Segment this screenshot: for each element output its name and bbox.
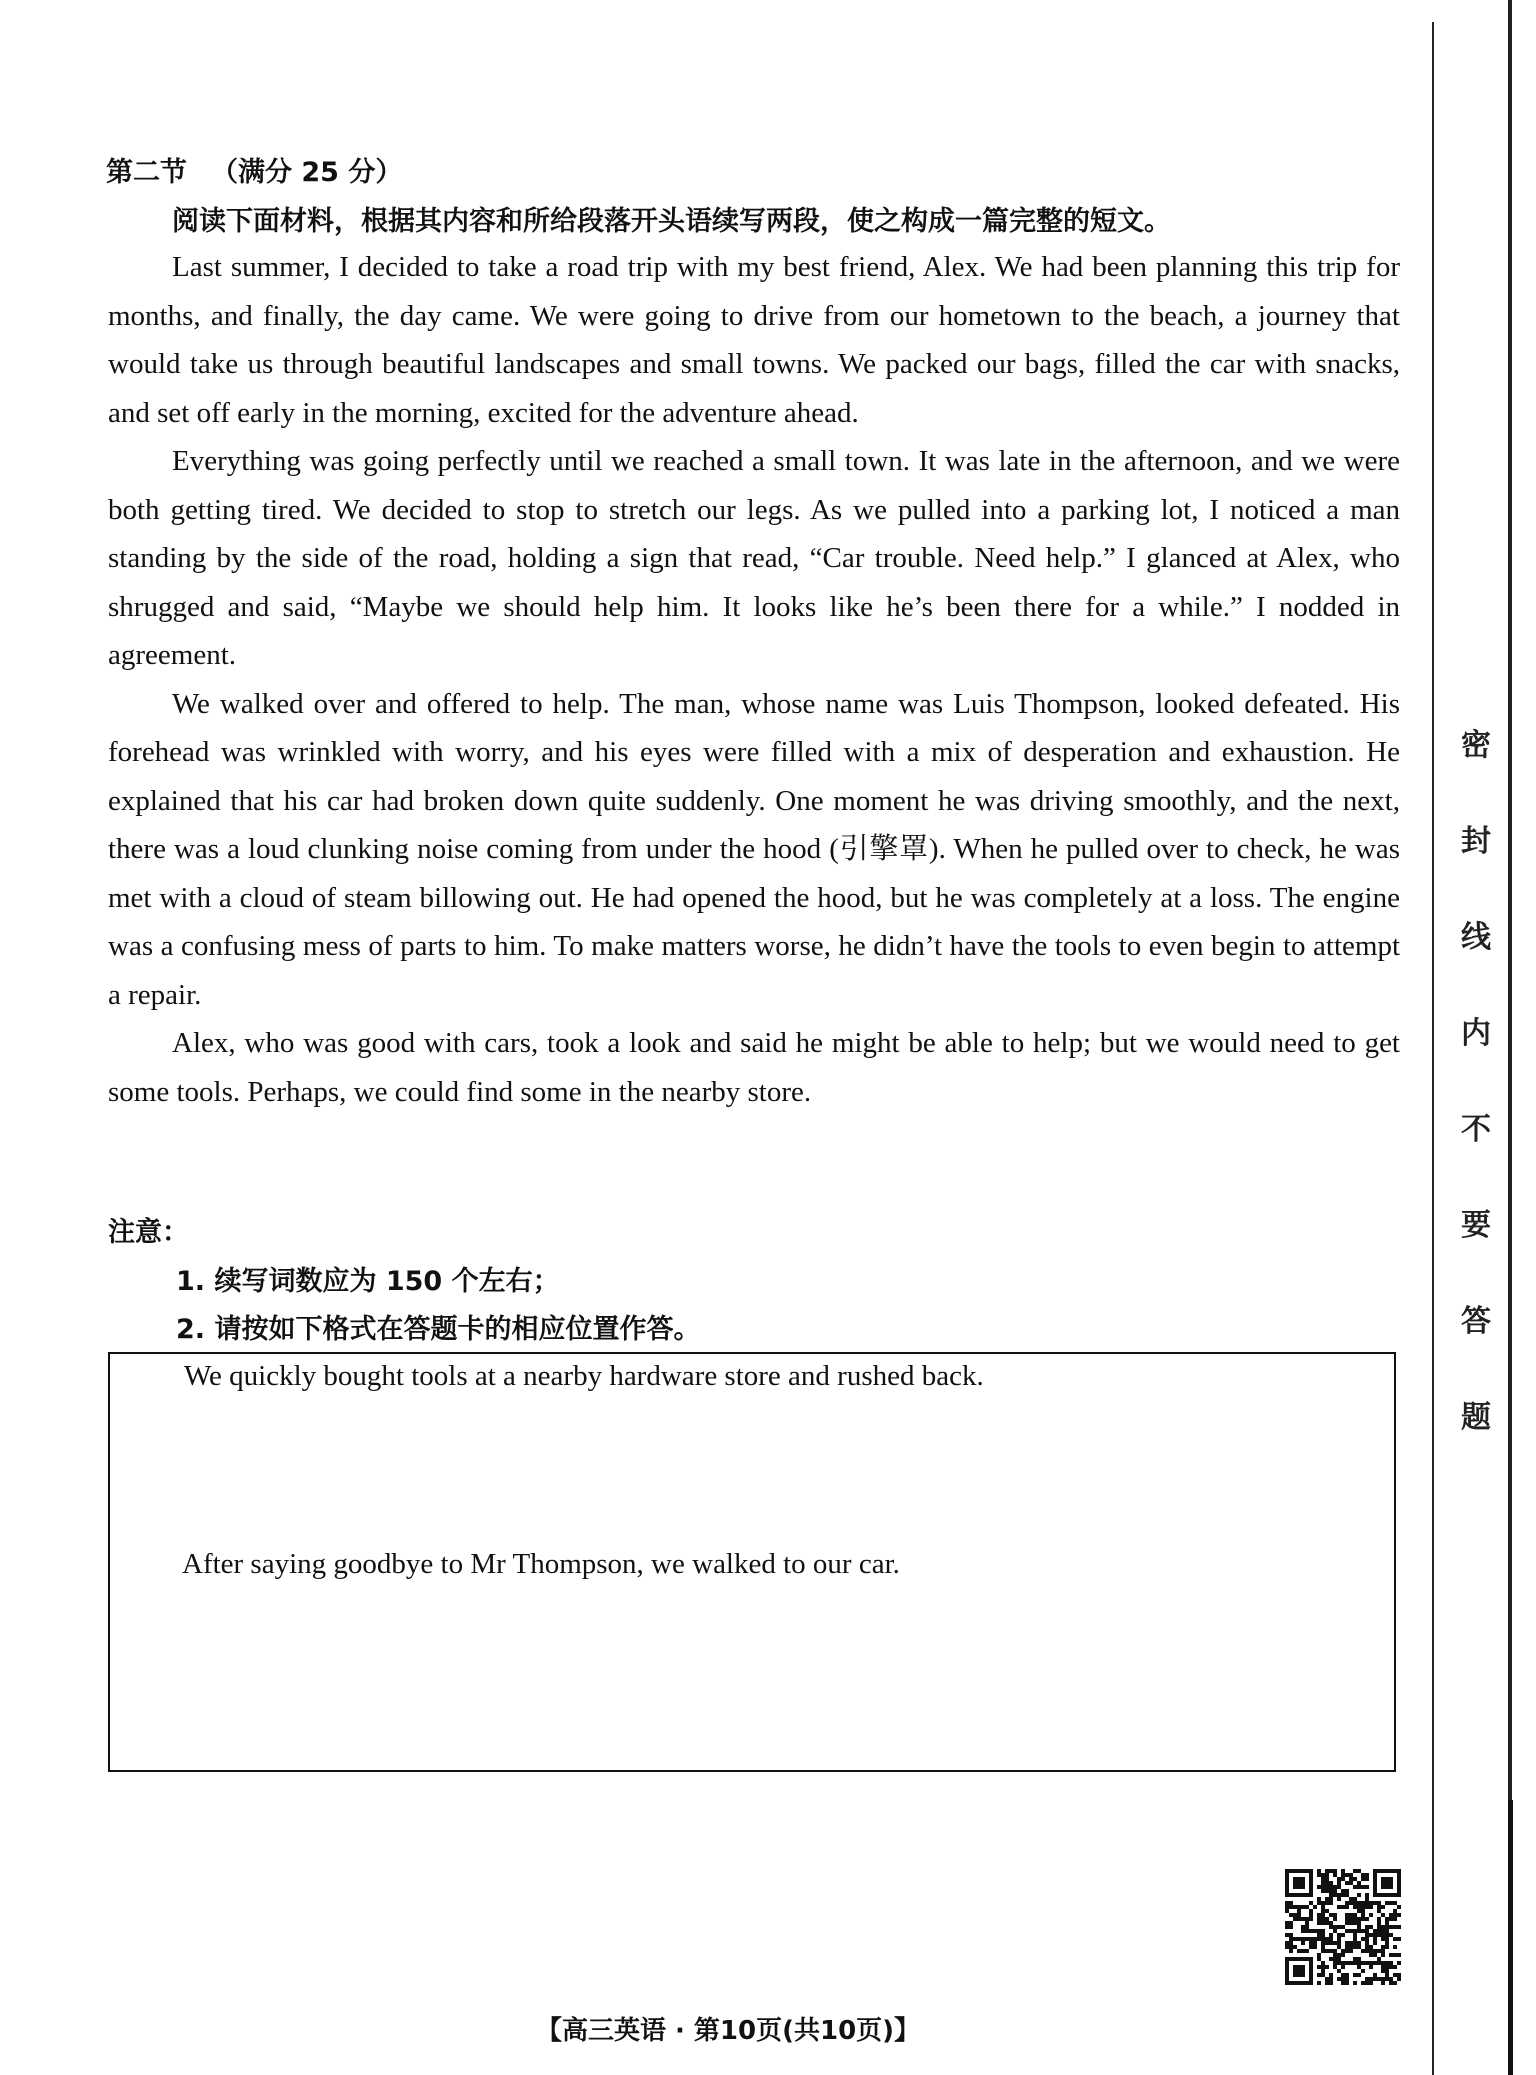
note-word-count: 1. 续写词数应为 150 个左右； <box>176 1266 560 1297</box>
seal-char: 答 <box>1461 1304 1491 1339</box>
answer-box <box>108 1352 1396 1772</box>
page-footer: 【高三英语 · 第10页(共10页)】 <box>535 2016 921 2046</box>
passage-paragraph-4: Alex, who was good with cars, took a look and said he might be able to help; but we would need to get some tools. Perhaps, we could find some in the nearby store. <box>108 1027 1400 1108</box>
section-heading <box>106 150 402 189</box>
passage-paragraph-2: Everything was going perfectly until we reached a small town. It was late in the afternoon, and we were both getting tired. We decided to stop to stretch our legs. As we pulled into a parking lot, I noticed a man standing by the side of the road, holding a sign that read, “Car trouble. Need help.” I glanced at Alex, who shrugged and said, “Maybe we should help him. It looks like he’s been there for a while.” I nodded in agreement. <box>108 445 1400 671</box>
seal-char: 不 <box>1461 1112 1491 1147</box>
passage-paragraph-3: We walked over and offered to help. The man, whose name was Luis Thompson, looked defeated. His forehead was wrinkled with worry, and his eyes were filled with a mix of desperation and exhaustion. He explained that his car had broken down quite suddenly. One moment he was driving smoothly, and the next, there was a loud clunking noise coming from under the hood (引擎罩). When he pulled over to check, he was met with a cloud of steam billowing out. He had opened the hood, but he was completely at a loss. The engine was a confusing mess of parts to him. To make matters worse, he didn’t have the tools to even begin to attempt a repair. <box>108 687 1400 1011</box>
seal-char: 密 <box>1461 728 1491 763</box>
paragraph-opener-2: After saying goodbye to Mr Thompson, we walked to our car. <box>182 1548 900 1580</box>
binding-line <box>1432 22 1434 2075</box>
qr-code-icon <box>1285 1868 1401 1986</box>
seal-char: 内 <box>1461 1016 1491 1051</box>
task-instruction: 阅读下面材料，根据其内容和所给段落开头语续写两段，使之构成一篇完整的短文。 <box>172 206 1171 237</box>
note-answer-format: 2. 请按如下格式在答题卡的相应位置作答。 <box>176 1314 701 1345</box>
section-title: 第二节 <box>106 157 187 188</box>
seal-char: 题 <box>1461 1400 1491 1435</box>
paragraph-opener-1: We quickly bought tools at a nearby hardware store and rushed back. <box>184 1360 984 1392</box>
seal-char: 封 <box>1461 824 1491 859</box>
page-edge-line <box>1508 0 1512 1860</box>
reading-passage <box>108 243 1400 1116</box>
passage-paragraph-1: Last summer, I decided to take a road trip with my best friend, Alex. We had been planning this trip for months, and finally, the day came. We were going to drive from our hometown to the beach, a journey that would take us through beautiful landscapes and small towns. We packed our bags, filled the car with snacks, and set off early in the morning, excited for the adventure ahead. <box>108 251 1400 429</box>
notes-heading: 注意： <box>108 1217 189 1248</box>
seal-line-notice <box>1456 720 1496 1488</box>
seal-char: 要 <box>1461 1208 1491 1243</box>
seal-char: 线 <box>1461 920 1491 955</box>
section-score: （满分 25 分） <box>211 157 403 188</box>
